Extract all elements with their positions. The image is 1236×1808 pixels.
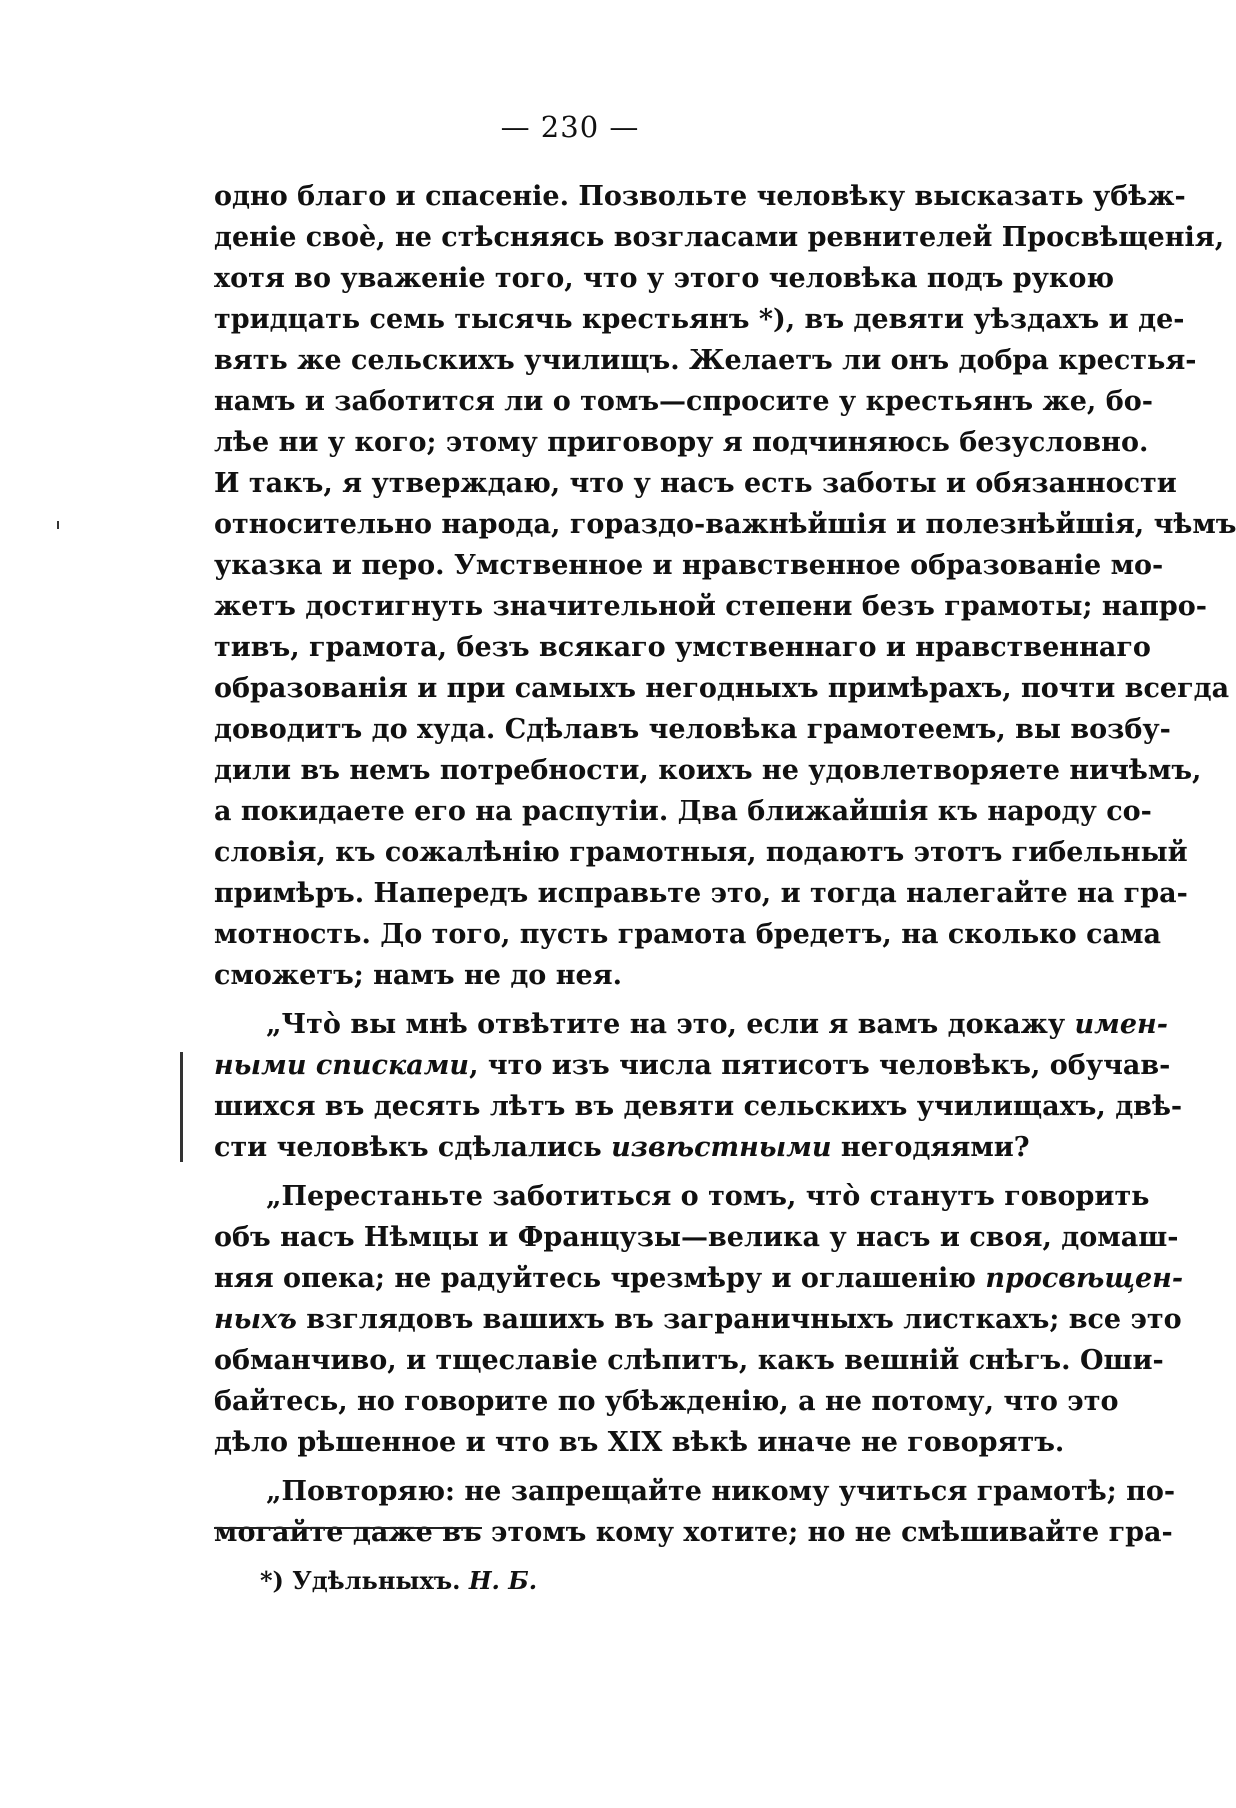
text-line: относительно народа, гораздо-важнѣйшія и полезнѣйшія, чѣмъ xyxy=(214,509,1236,540)
text-line: дили въ немъ потребности, коихъ не удовлетворяете ничѣмъ, xyxy=(214,755,1202,786)
text-line: объ насъ Нѣмцы и Французы—велика у насъ и своя, домаш- xyxy=(214,1222,1179,1253)
text-line: няя опека; не радуйтесь чрезмѣру и оглашенію просвѣщен- xyxy=(214,1263,1184,1294)
text-line: одно благо и спасеніе. Позвольте человѣку высказать убѣж- xyxy=(214,181,1186,212)
text-line: „Что̀ вы мнѣ отвѣтите на это, если я вамъ докажу имен- xyxy=(266,1009,1168,1040)
text-line: лѣе ни у кого; этому приговору я подчиняюсь безусловно. xyxy=(214,427,1149,458)
text-line: жетъ достигнуть значительной степени безъ грамоты; напро- xyxy=(214,591,1207,622)
text-line: тридцать семь тысячь крестьянъ *), въ девяти уѣздахъ и де- xyxy=(214,304,1185,335)
text-line: байтесь, но говорите по убѣжденію, а не потому, что это xyxy=(214,1386,1119,1417)
text-line: указка и перо. Умственное и нравственное образованіе мо- xyxy=(214,550,1164,581)
margin-bar xyxy=(180,1052,183,1162)
footnote: *) Удѣльныхъ. Н. Б. xyxy=(260,1566,538,1595)
footnote-rule xyxy=(214,1527,482,1529)
text-line: сти человѣкъ сдѣлались извѣстными негодяями? xyxy=(214,1132,1030,1163)
text-line: „Повторяю: не запрещайте никому учиться грамотѣ; по- xyxy=(266,1476,1176,1507)
text-line: „Перестаньте заботиться о томъ, что̀ станутъ говорить xyxy=(266,1181,1150,1212)
text-line: намъ и заботится ли о томъ—спросите у крестьянъ же, бо- xyxy=(214,386,1153,417)
margin-mark xyxy=(57,521,59,529)
text-line: доводитъ до худа. Сдѣлавъ человѣка грамотеемъ, вы возбу- xyxy=(214,714,1171,745)
text-line: тивъ, грамота, безъ всякаго умственнаго и нравственнаго xyxy=(214,632,1151,663)
text-line: обманчиво, и тщеславіе слѣпитъ, какъ вешній снѣгъ. Оши- xyxy=(214,1345,1164,1376)
text-line: И такъ, я утверждаю, что у насъ есть заботы и обязанности xyxy=(214,468,1177,499)
text-line: сможетъ; намъ не до нея. xyxy=(214,960,623,991)
text-line: шихся въ десять лѣтъ въ девяти сельскихъ училищахъ, двѣ- xyxy=(214,1091,1183,1122)
text-line: примѣръ. Напередъ исправьте это, и тогда налегайте на гра- xyxy=(214,878,1188,909)
text-line: вять же сельскихъ училищъ. Желаетъ ли онъ добра крестья- xyxy=(214,345,1197,376)
text-line: дѣло рѣшенное и что въ XIX вѣкѣ иначе не говорятъ. xyxy=(214,1427,1065,1458)
text-line: ныхъ взглядовъ вашихъ въ заграничныхъ листкахъ; все это xyxy=(214,1304,1182,1335)
page-number: — 230 — xyxy=(500,110,640,144)
text-line: хотя во уваженіе того, что у этого человѣка подъ рукою xyxy=(214,263,1115,294)
text-line: словія, къ сожалѣнію грамотныя, подаютъ этотъ гибельный xyxy=(214,837,1188,868)
text-line: деніе своѐ, не стѣсняясь возгласами ревнителей Просвѣщенія, xyxy=(214,222,1225,253)
text-line: могайте даже въ этомъ кому хотите; но не смѣшивайте гра- xyxy=(214,1517,1173,1548)
text-line: мотность. До того, пусть грамота бредетъ, на сколько сама xyxy=(214,919,1161,950)
body-text xyxy=(214,176,1236,1553)
text-line: образованія и при самыхъ негодныхъ примѣрахъ, почти всегда xyxy=(214,673,1230,704)
text-line: а покидаете его на распутіи. Два ближайшія къ народу со- xyxy=(214,796,1152,827)
text-line: ными списками, что изъ числа пятисотъ человѣкъ, обучав- xyxy=(214,1050,1171,1081)
